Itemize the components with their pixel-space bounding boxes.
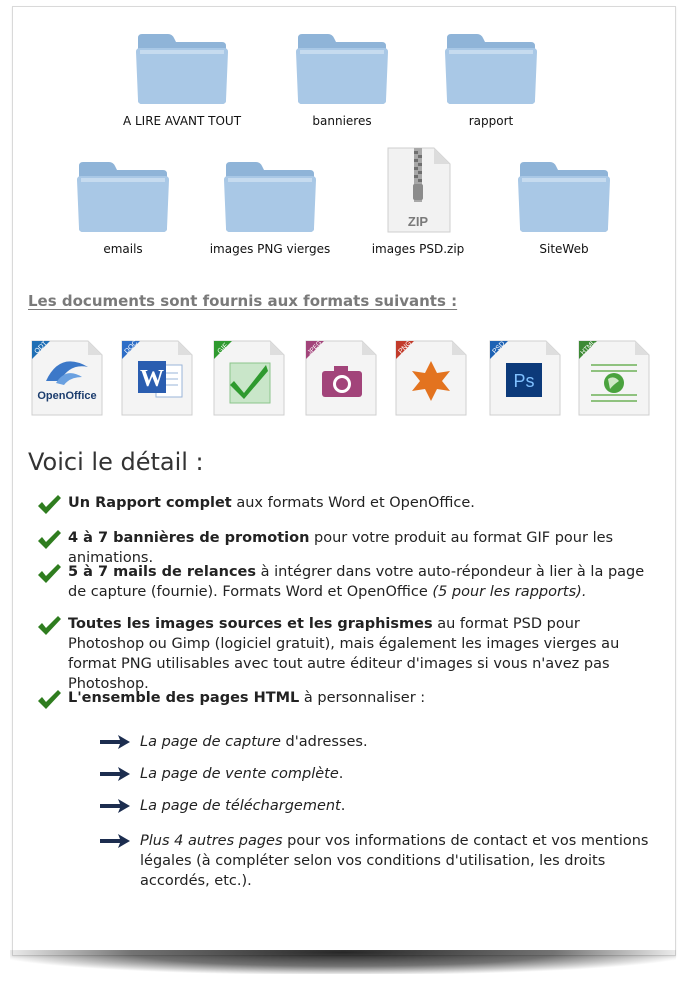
zip-file-icon [378, 146, 458, 234]
arrow-right-icon [100, 834, 130, 848]
word-icon [116, 337, 198, 419]
list-item: L'ensemble des pages HTML à personnaliser : [36, 688, 656, 708]
folder-icon [222, 158, 318, 234]
checkmark-icon [36, 563, 62, 585]
jpeg-icon [300, 337, 382, 419]
list-item: 5 à 7 mails de relances à intégrer dans votre auto-répondeur à lier à la page de capture (fournie). Formats Word et OpenOffice (5 pour les rapports). [36, 562, 656, 602]
svg-text:JPEG: JPEG [306, 339, 324, 357]
folder-label: SiteWeb [539, 242, 589, 256]
arrow-right-icon [100, 735, 130, 749]
folder-icon [443, 30, 539, 106]
png-icon [390, 337, 472, 419]
format-jpeg [300, 337, 382, 419]
detail-heading: Voici le détail : [28, 448, 204, 476]
folder-a-lire-avant-tout[interactable] [107, 30, 257, 128]
checkmark-icon [36, 529, 62, 551]
sub-list-item: La page de vente complète. [100, 764, 652, 784]
svg-text:PNG: PNG [397, 339, 414, 356]
page-shadow [10, 950, 676, 974]
psd-icon [484, 337, 566, 419]
arrow-right-icon [100, 767, 130, 781]
sub-list-item: La page de téléchargement. [100, 796, 652, 816]
svg-text:PSD: PSD [491, 340, 507, 356]
folder-label: bannieres [312, 114, 372, 128]
folder-images-png-vierges[interactable] [195, 158, 345, 256]
format-doc [116, 337, 198, 419]
format-html [573, 337, 655, 419]
format-gif [208, 337, 290, 419]
formats-title: Les documents sont fournis aux formats suivants : [28, 292, 458, 310]
folder-bannieres[interactable] [267, 30, 417, 128]
svg-text:DOC: DOC [123, 339, 140, 356]
svg-text:GIF: GIF [216, 342, 230, 356]
sub-list-item: La page de capture d'adresses. [100, 732, 652, 752]
folder-icon [294, 30, 390, 106]
folder-label: emails [103, 242, 143, 256]
list-item: 4 à 7 bannières de promotion pour votre produit au format GIF pour les animations. [36, 528, 656, 568]
folder-siteweb[interactable] [489, 158, 639, 256]
svg-text:Ps: Ps [513, 371, 535, 391]
folder-icon [516, 158, 612, 234]
folder-label: A LIRE AVANT TOUT [122, 114, 242, 128]
format-odt [26, 337, 108, 419]
folder-label: images PNG vierges [209, 242, 331, 256]
folder-rapport[interactable] [416, 30, 566, 128]
format-png [390, 337, 472, 419]
gif-icon [208, 337, 290, 419]
checkmark-icon [36, 615, 62, 637]
svg-text:HTML: HTML [579, 338, 597, 357]
file-images-psd-zip[interactable] [343, 146, 493, 256]
svg-text:ODT: ODT [33, 340, 49, 356]
svg-text:OpenOffice: OpenOffice [37, 390, 97, 402]
openoffice-icon [26, 337, 108, 419]
checkmark-icon [36, 494, 62, 516]
folder-label: rapport [468, 114, 514, 128]
format-psd [484, 337, 566, 419]
list-item: Toutes les images sources et les graphismes au format PSD pour Photoshop ou Gimp (logiciel gratuit), mais également les images vierges au format PNG utilisables avec tout autre éditeur d'images si vous n'avez pas Photoshop. [36, 614, 656, 694]
folder-icon [134, 30, 230, 106]
folder-emails[interactable] [48, 158, 198, 256]
sub-list-item: Plus 4 autres pages pour vos informations de contact et vos mentions légales (à compléter selon vos conditions d'utilisation, les droits accordés, etc.). [100, 831, 652, 891]
html-icon [573, 337, 655, 419]
zip-badge: ZIP [407, 214, 429, 229]
checkmark-icon [36, 689, 62, 711]
list-item: Un Rapport complet aux formats Word et OpenOffice. [36, 493, 656, 513]
arrow-right-icon [100, 799, 130, 813]
file-label: images PSD.zip [371, 242, 465, 256]
folder-icon [75, 158, 171, 234]
svg-text:W: W [140, 366, 164, 392]
